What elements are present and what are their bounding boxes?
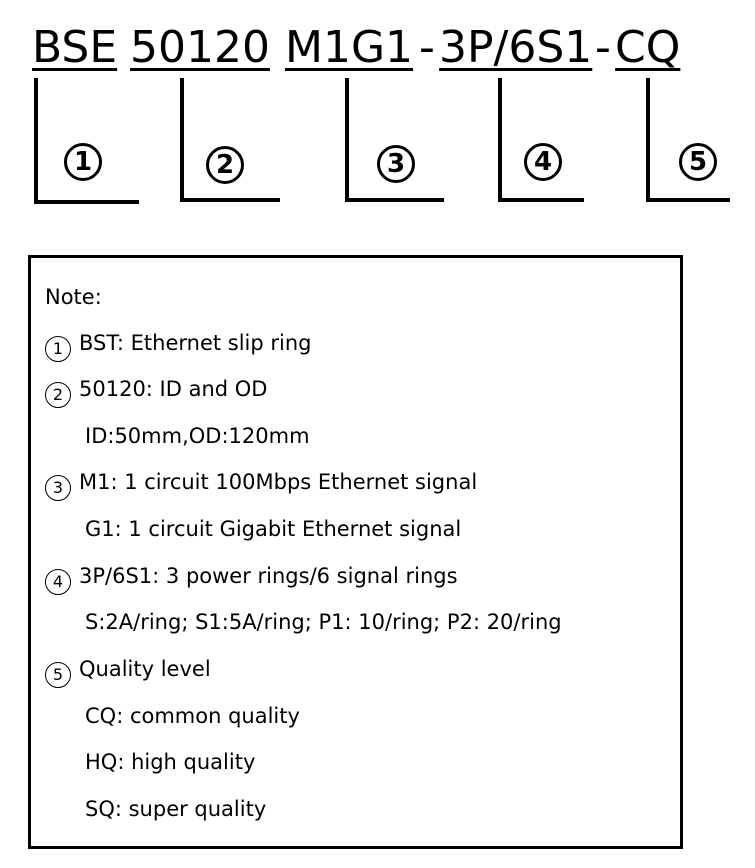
note-number-2: 2 (45, 382, 71, 408)
bracket-3 (345, 78, 444, 202)
code-segment-size: 50120 (130, 22, 270, 73)
note-detail: HQ: high quality (85, 750, 256, 774)
note-item-text: Quality level (79, 657, 211, 681)
note-item-text: BST: Ethernet slip ring (79, 331, 312, 355)
code-dash: - (419, 22, 435, 73)
bracket-5 (646, 78, 730, 202)
note-number-5: 5 (45, 662, 71, 688)
marker-4: 4 (524, 143, 562, 181)
marker-5: 5 (679, 143, 717, 181)
marker-1: 1 (64, 143, 102, 181)
code-segment-rings: 3P/6S1 (439, 22, 593, 73)
code-segment-quality: CQ (615, 22, 681, 73)
note-detail: G1: 1 circuit Gigabit Ethernet signal (85, 517, 462, 541)
notes-title: Note: (45, 285, 102, 309)
bracket-2 (180, 78, 280, 202)
code-segment-signal: M1G1 (285, 22, 414, 73)
bracket-1 (34, 78, 139, 204)
note-detail: S:2A/ring; S1:5A/ring; P1: 10/ring; P2: 20/ring (85, 610, 562, 634)
note-detail: ID:50mm,OD:120mm (85, 424, 310, 448)
note-item-1 (45, 329, 312, 362)
note-item-2 (45, 375, 267, 408)
bracket-4 (498, 78, 584, 202)
note-number-3: 3 (45, 475, 71, 501)
note-item-text: M1: 1 circuit 100Mbps Ethernet signal (79, 470, 478, 494)
notes-box (28, 255, 683, 849)
note-item-5 (45, 655, 211, 688)
note-item-text: 3P/6S1: 3 power rings/6 signal rings (79, 564, 458, 588)
note-item-3 (45, 468, 477, 501)
note-detail: SQ: super quality (85, 797, 267, 821)
note-item-text: 50120: ID and OD (79, 377, 268, 401)
marker-3: 3 (377, 145, 415, 183)
marker-2: 2 (206, 146, 244, 184)
note-item-4 (45, 562, 458, 595)
code-segment-series: BSE (32, 22, 118, 73)
note-number-4: 4 (45, 569, 71, 595)
code-dash: - (595, 22, 611, 73)
note-number-1: 1 (45, 336, 71, 362)
note-detail: CQ: common quality (85, 704, 300, 728)
